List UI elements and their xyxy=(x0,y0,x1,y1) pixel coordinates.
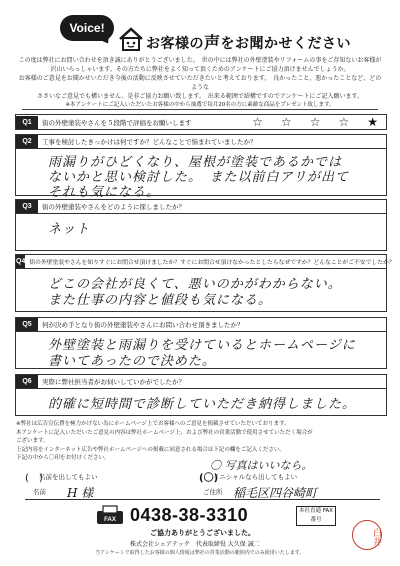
question-q1 xyxy=(15,114,387,130)
star-icon[interactable]: ☆ xyxy=(338,115,350,129)
name-label: 名前 xyxy=(33,488,46,496)
question-number: Q1 xyxy=(16,116,38,129)
consent-options xyxy=(25,468,380,484)
handwritten-answer: 外壁塗装と雨漏りを受けているとホームページに xyxy=(48,338,356,353)
consent-note-line: ※弊社は広告宣伝費を極力かけない為にホームページ上でお客様へのご意見を掲載させていただいております。 xyxy=(16,421,290,427)
intro-line: ささいなご意見でも構いません。是非ご協力お願い致します。 出来る範囲で結構ですのでアンケートにご記入願います。 xyxy=(36,93,364,100)
handwritten-answer: ネット xyxy=(48,222,91,237)
question-text: 街の外壁塗装やさんをどのように探しましたか？ xyxy=(42,203,185,211)
question-q6 xyxy=(15,374,387,416)
title-pre: お客様の xyxy=(146,36,204,52)
privacy-disclaimer: 当アンケートで取得したお客様の個人情報は弊社の営業活動の範囲内でのみ使用いたします。 xyxy=(95,550,305,556)
fax-icon-label: FAX xyxy=(104,517,116,523)
handwritten-photo-note: 〇 写真はいいなら。 xyxy=(210,459,313,472)
initial-ok-label: イニシャルなら出してもよい xyxy=(213,472,298,481)
consent-note-line: 本アンケートに記入いただいたご意見の内容は弊社ホームページ上、および弊社の営業活動で使用させていただく場合がございます。 xyxy=(16,429,313,444)
address-value[interactable]: 稲毛区四谷崎町 xyxy=(233,486,318,500)
page-title xyxy=(146,30,351,53)
question-q4 xyxy=(15,254,395,312)
handwritten-answer: 雨漏りがひどくなり、屋根が塗装であるかでは xyxy=(48,155,343,170)
star-icon[interactable]: ☆ xyxy=(309,115,321,129)
title-big: 声 xyxy=(204,33,221,52)
title-post: をお聞かせください xyxy=(220,36,352,52)
question-number: Q6 xyxy=(16,375,38,388)
question-number: Q4 xyxy=(16,255,25,268)
question-text: 工事を検討したきっかけは何ですか？どんなことで悩まれていましたか？ xyxy=(42,138,257,146)
question-q3 xyxy=(15,199,387,251)
question-text: 実際に弊社担当者がお伺いしていかがでしたか？ xyxy=(42,378,185,386)
question-number: Q3 xyxy=(16,200,38,213)
question-text: 何が決め手となり街の外壁塗装やさんにお問い合わせ頂きましたか？ xyxy=(42,321,244,329)
address-label: ご住所 xyxy=(203,488,223,496)
fax-number: 0438-38-3310 xyxy=(130,505,249,525)
question-header xyxy=(16,255,395,269)
name-ok-checkbox[interactable]: ( ) xyxy=(25,472,43,484)
question-number: Q2 xyxy=(16,135,38,148)
star-icon-filled[interactable]: ★ xyxy=(367,115,378,129)
question-header xyxy=(16,318,386,332)
thanks-message: ご協力ありがとうございました。 xyxy=(150,529,255,537)
star-icon[interactable]: ☆ xyxy=(280,115,292,129)
name-value[interactable]: H 様 xyxy=(67,486,94,500)
question-text: 街の外壁塗装やさんを５段階で評価をお願いします xyxy=(42,118,192,127)
handwritten-answer: また仕事の内容と値段も気になる。 xyxy=(48,293,273,308)
customer-info-row xyxy=(25,483,380,500)
rating-stars xyxy=(252,115,378,129)
company-name: 株式会社シェアテック 代表取締役 大久保 誠二 xyxy=(130,541,260,548)
question-header xyxy=(16,375,386,389)
intro-note: ※本アンケートにご記入いただいたお客様の中から抽選で毎月20名の方に素敵な商品をプレゼント致します。 xyxy=(22,101,378,110)
house-icon xyxy=(118,27,144,51)
intro-text xyxy=(16,56,384,101)
name-ok-label: 名前を出してもよい xyxy=(39,472,98,481)
handwritten-answer: それも気になる。 xyxy=(48,185,161,200)
question-q5 xyxy=(15,317,387,369)
fax-badge: 本社直通 FAX番号 xyxy=(296,506,336,526)
fax-machine-icon xyxy=(95,505,125,525)
name-seal-stamp: 白井 xyxy=(352,520,382,550)
handwritten-answer: 的確に短時間で診断していただき納得しました。 xyxy=(48,397,357,412)
question-number: Q5 xyxy=(16,318,38,331)
initial-ok-checkbox[interactable]: (〇) xyxy=(199,472,219,484)
handwritten-answer: どこの会社が良くて、悪いのかがわからない。 xyxy=(48,277,342,292)
question-q2 xyxy=(15,134,387,200)
intro-line: 沢山いらっしゃいます。その方たちに弊社をよく知って頂くためのアンケートにご協力頂けませんでしょうか。 xyxy=(50,66,350,73)
intro-line: お客様のご意見をお聞かせいただき今後の活動に反映させていただきたいと考えております。 良かったこと、悪かったことなど、どのような xyxy=(18,75,382,91)
star-icon[interactable]: ☆ xyxy=(252,115,263,129)
voice-badge: Voice! xyxy=(60,15,114,41)
consent-note-line: 上記内容をインターネット広告や弊社ホームページへの掲載に同意される場合は下記の欄をご記入ください。 xyxy=(16,446,285,453)
intro-line: この度は弊社にお問い合わせを頂き誠にありがとうございました。 世の中には弊社の外壁塗装やリフォームの事をご存知ないお客様が xyxy=(18,57,382,64)
handwritten-answer: ないかと思い検討した。 また以前白アリが出て xyxy=(48,170,349,185)
question-header xyxy=(16,200,386,214)
question-header xyxy=(16,135,386,149)
consent-note-line: 下記の中から〇印をお付けください。 xyxy=(16,455,110,461)
handwritten-answer: 書いてあったので決めた。 xyxy=(48,354,216,369)
question-text: 街の外壁塗装やさんを知りすぐにお問合せ頂けましたか？すぐにお問合せ頂けなかったとしたらなぜですか？どんなことがご不安でしたか？ xyxy=(29,260,395,266)
